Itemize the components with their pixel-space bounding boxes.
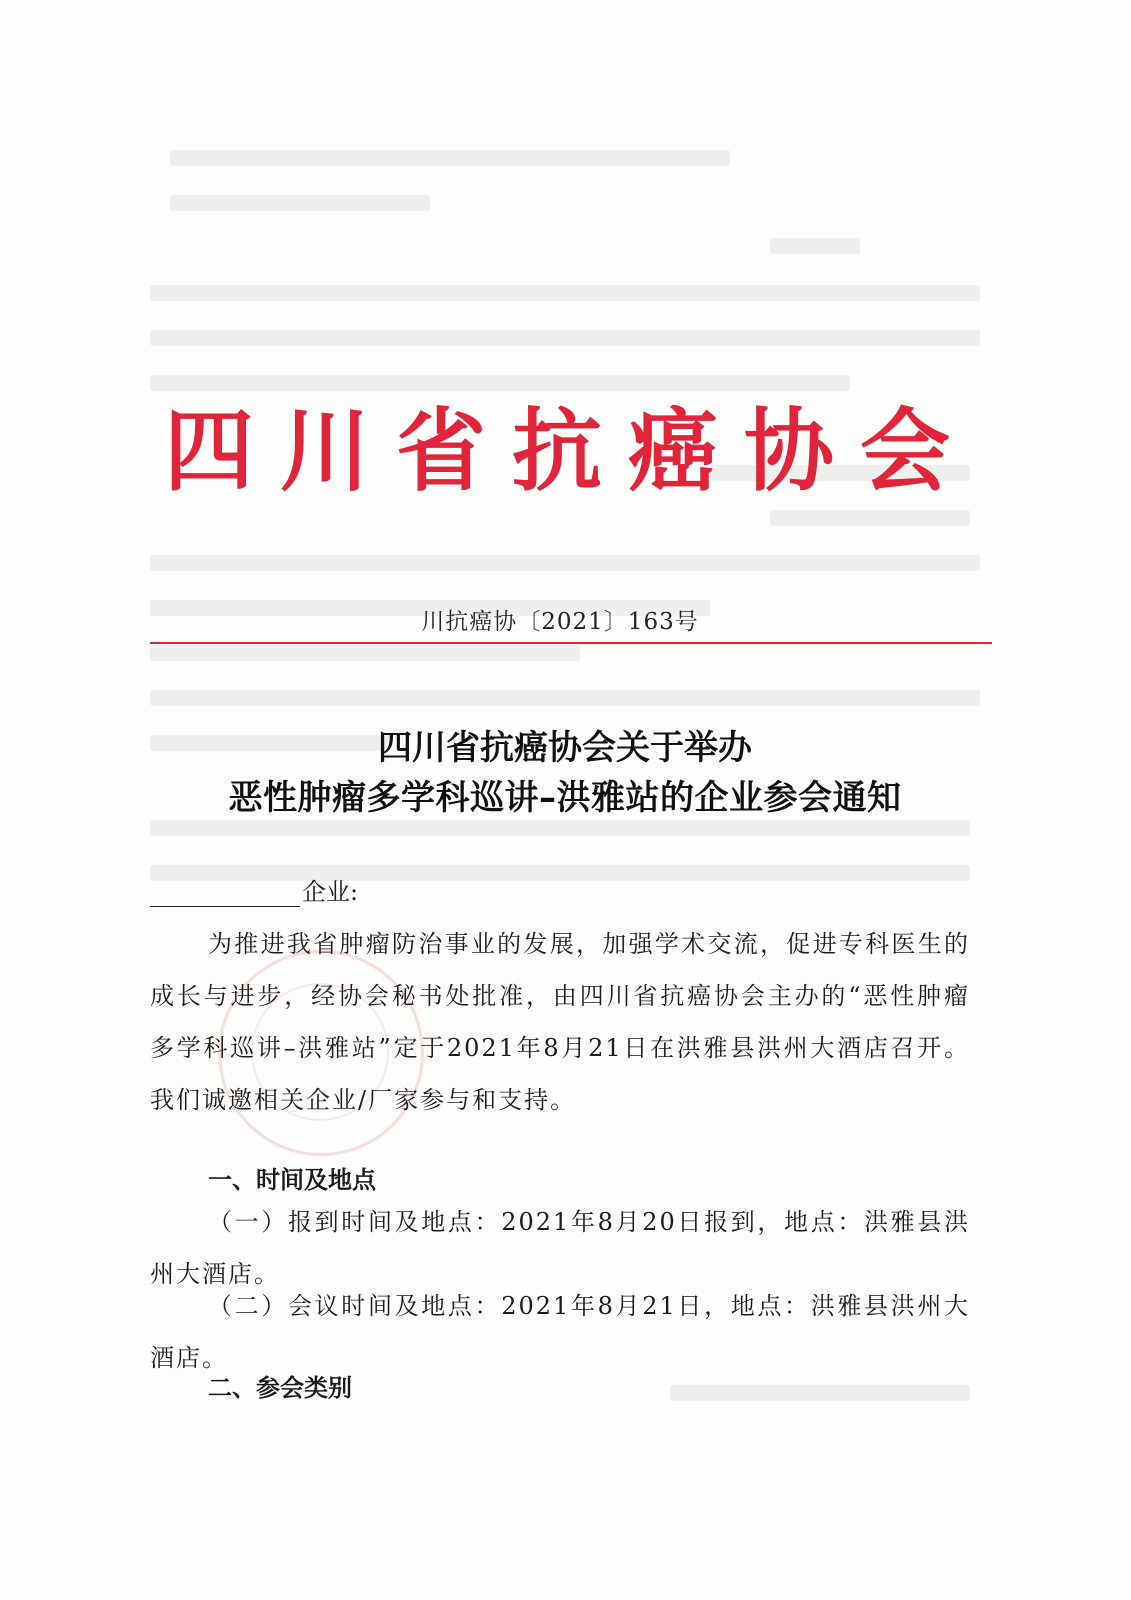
registration-time-location: （一）报到时间及地点：2021年8月20日报到，地点：洪雅县洪州大酒店。 <box>150 1208 970 1288</box>
red-divider-line <box>150 642 992 644</box>
addressee-blank <box>150 884 300 907</box>
meeting-time-location: （二）会议时间及地点：2021年8月21日，地点：洪雅县洪州大酒店。 <box>150 1292 970 1372</box>
notice-title-line1: 四川省抗癌协会关于举办 <box>378 728 752 768</box>
section-heading-time-location: 一、时间及地点 <box>208 1166 376 1194</box>
section-heading-attendance-category: 二、参会类别 <box>208 1374 352 1402</box>
intro-paragraph: 为推进我省肿瘤防治事业的发展，加强学术交流，促进专科医生的成长与进步，经协会秘书处批准，由四川省抗癌协会主办的“恶性肿瘤多学科巡讲–洪雅站”定于2021年8月21日在洪雅县洪州大酒店召开。我们诚邀相关企业/厂家参与和支持。 <box>150 930 970 1114</box>
letterhead-title: 四川省抗癌协会 <box>164 398 976 504</box>
document-number: 川抗癌协〔2021〕163号 <box>421 609 699 635</box>
addressee-line <box>150 872 358 907</box>
addressee-suffix: 企业: <box>302 878 359 906</box>
notice-title-line2: 恶性肿瘤多学科巡讲–洪雅站的企业参会通知 <box>228 778 902 818</box>
